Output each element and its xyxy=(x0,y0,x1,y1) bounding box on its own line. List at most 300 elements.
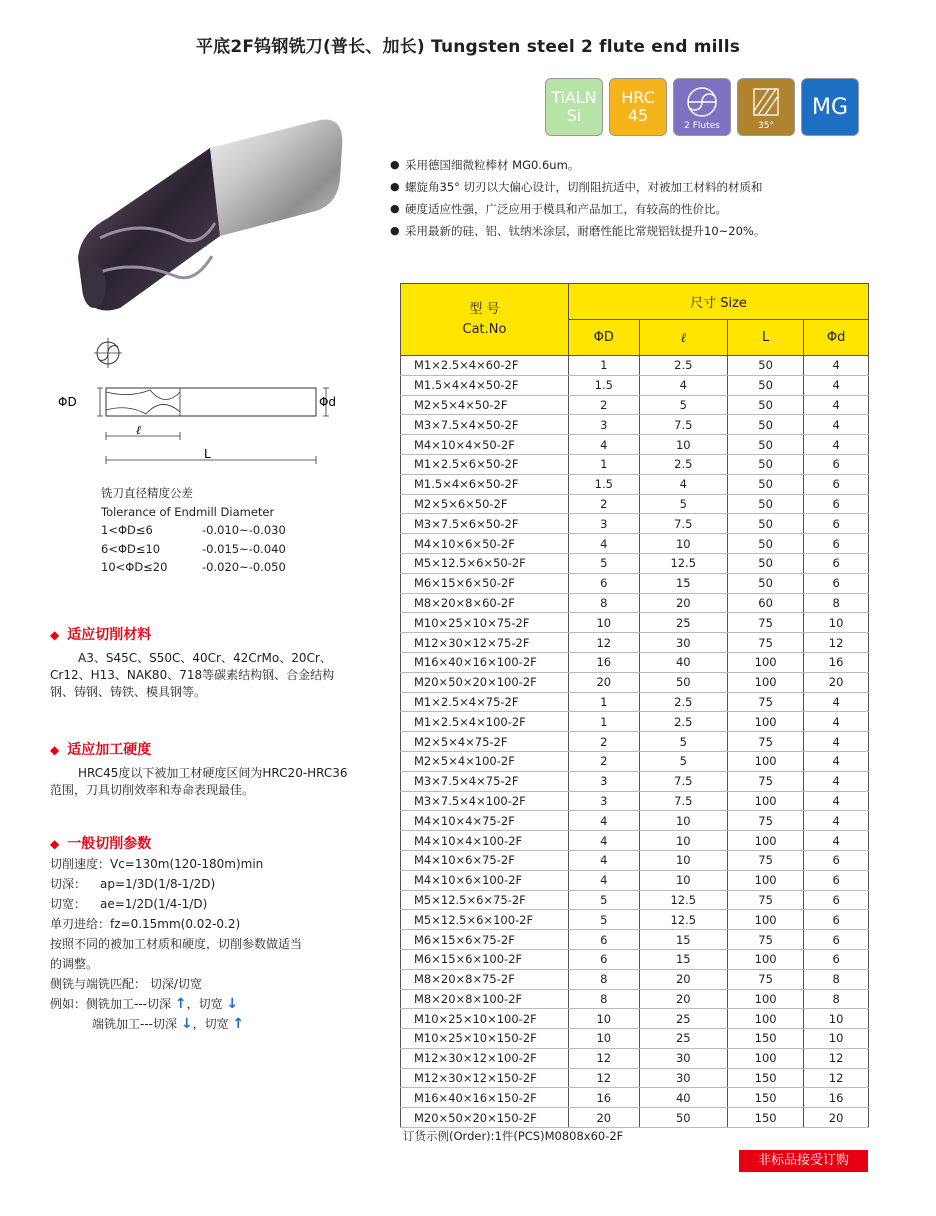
cutting-note-1: 按照不同的被加工材质和硬度，切削参数做适当 xyxy=(50,937,303,951)
cutting-speed: 切削速度：Vc=130m(120-180m)min xyxy=(50,857,264,871)
overall-length-cell: 100 xyxy=(728,949,804,969)
shank-diameter-cell: 6 xyxy=(804,850,869,870)
shank-diameter-cell: 6 xyxy=(804,870,869,890)
flute-length-cell: 10 xyxy=(639,811,727,831)
feature-item: ● 采用最新的硅、铝、钛纳米涂层，耐磨性能比常规铝钛提升10~20%。 xyxy=(390,220,850,242)
diameter-cell: 5 xyxy=(569,890,640,910)
flute-length-cell: 5 xyxy=(639,494,727,514)
flute-length-cell: 5 xyxy=(639,751,727,771)
diameter-cell: 1.5 xyxy=(569,375,640,395)
overall-length-cell: 100 xyxy=(728,989,804,1009)
overall-length-cell: 50 xyxy=(728,553,804,573)
feature-item: ● 螺旋角35° 切刃以大偏心设计，切削阻抗适中，对被加工材料的材质和 xyxy=(390,176,850,198)
feature-item: ● 采用德国细微粒棒材 MG0.6um。 xyxy=(390,154,850,176)
diameter-label: ΦD xyxy=(58,395,77,409)
model-cell: M20×50×20×100-2F xyxy=(401,672,569,692)
model-cell: M1×2.5×4×60-2F xyxy=(401,356,569,376)
model-cell: M5×12.5×6×75-2F xyxy=(401,890,569,910)
table-row xyxy=(401,395,869,415)
diameter-cell: 8 xyxy=(569,969,640,989)
overall-length-cell: 100 xyxy=(728,791,804,811)
flute-length-cell: 7.5 xyxy=(639,415,727,435)
model-cell: M12×30×12×100-2F xyxy=(401,1048,569,1068)
model-cell: M10×25×10×150-2F xyxy=(401,1029,569,1049)
shank-diameter-cell: 4 xyxy=(804,831,869,851)
coating-badge-line1: TiALN xyxy=(551,88,597,107)
table-row xyxy=(401,613,869,633)
model-cell: M16×40×16×100-2F xyxy=(401,652,569,672)
diameter-cell: 10 xyxy=(569,613,640,633)
depth-value: ap=1/3D(1/8-1/2D) xyxy=(100,877,216,891)
tolerance-row xyxy=(101,558,286,577)
diameter-cell: 20 xyxy=(569,1108,640,1128)
col-header-l: ℓ xyxy=(639,320,727,356)
diameter-cell: 4 xyxy=(569,831,640,851)
end-mill-photo xyxy=(60,118,360,328)
diameter-cell: 12 xyxy=(569,1068,640,1088)
end-mill-dimension-diagram xyxy=(40,338,340,468)
model-cell: M6×15×6×50-2F xyxy=(401,573,569,593)
hardness-heading: ◆ 适应加工硬度 xyxy=(50,739,151,759)
spec-badges xyxy=(545,78,859,136)
shank-diameter-cell: 8 xyxy=(804,969,869,989)
model-cell: M4×10×6×50-2F xyxy=(401,534,569,554)
diameter-cell: 3 xyxy=(569,514,640,534)
model-cell: M2×5×4×50-2F xyxy=(401,395,569,415)
arrow-up-icon: ↑ xyxy=(174,996,187,1012)
spec-table xyxy=(400,283,869,1128)
shank-diameter-cell: 6 xyxy=(804,534,869,554)
diameter-cell: 4 xyxy=(569,534,640,554)
hardness-badge-line2: 45 xyxy=(627,106,649,125)
model-cell: M3×7.5×6×50-2F xyxy=(401,514,569,534)
table-row xyxy=(401,652,869,672)
model-cell: M3×7.5×4×50-2F xyxy=(401,415,569,435)
model-cell: M1×2.5×4×100-2F xyxy=(401,712,569,732)
table-row xyxy=(401,712,869,732)
materials-text: A3、S45C、S50C、40Cr、42CrMo、20Cr、Cr12、H13、NAK80、718等碳素结构钢、合金结构钢、铸钢、铸铁、模具钢等。 xyxy=(50,651,335,699)
table-row xyxy=(401,870,869,890)
diameter-cell: 6 xyxy=(569,949,640,969)
overall-length-cell: 50 xyxy=(728,573,804,593)
shank-diameter-cell: 6 xyxy=(804,890,869,910)
table-row xyxy=(401,1009,869,1029)
overall-length-cell: 150 xyxy=(728,1068,804,1088)
table-row xyxy=(401,415,869,435)
diameter-cell: 2 xyxy=(569,732,640,752)
coating-badge-line2: Si xyxy=(566,106,582,125)
shank-diameter-cell: 6 xyxy=(804,910,869,930)
side-milling-example xyxy=(50,994,350,1014)
overall-length-cell: 75 xyxy=(728,969,804,989)
flute-length-cell: 5 xyxy=(639,395,727,415)
model-cell: M10×25×10×100-2F xyxy=(401,1009,569,1029)
order-example: 订货示例(Order):1件(PCS)M0808x60-2F xyxy=(403,1129,624,1143)
model-cell: M8×20×8×100-2F xyxy=(401,989,569,1009)
overall-length-cell: 100 xyxy=(728,870,804,890)
model-cell: M12×30×12×75-2F xyxy=(401,633,569,653)
end-milling-example xyxy=(50,1014,350,1034)
shank-diameter-cell: 4 xyxy=(804,732,869,752)
hardness-badge xyxy=(609,78,667,136)
overall-length-cell: 150 xyxy=(728,1108,804,1128)
flutes-badge xyxy=(673,78,731,136)
flute-length-cell: 20 xyxy=(639,969,727,989)
depth-label: 切深： xyxy=(50,877,87,891)
shank-diameter-cell: 12 xyxy=(804,633,869,653)
flute-length-cell: 15 xyxy=(639,930,727,950)
overall-length-cell: 100 xyxy=(728,1009,804,1029)
tolerance-value: -0.010~-0.030 xyxy=(202,523,286,537)
shank-diameter-cell: 10 xyxy=(804,613,869,633)
flute-length-cell: 7.5 xyxy=(639,514,727,534)
model-cell: M4×10×4×50-2F xyxy=(401,435,569,455)
overall-length-cell: 75 xyxy=(728,771,804,791)
custom-order-badge: 非标品接受订购 xyxy=(739,1150,868,1172)
tolerance-title-en: Tolerance of Endmill Diameter xyxy=(101,504,275,519)
col-header-d: Φd xyxy=(804,320,869,356)
model-cell: M20×50×20×150-2F xyxy=(401,1108,569,1128)
diameter-cell: 10 xyxy=(569,1009,640,1029)
flutes-badge-label: 2 Flutes xyxy=(684,121,720,131)
overall-length-cell: 50 xyxy=(728,395,804,415)
overall-length-cell: 100 xyxy=(728,1048,804,1068)
table-row xyxy=(401,514,869,534)
shank-diameter-cell: 12 xyxy=(804,1048,869,1068)
col-header-L: L xyxy=(728,320,804,356)
diameter-cell: 16 xyxy=(569,1088,640,1108)
diameter-cell: 5 xyxy=(569,910,640,930)
overall-length-cell: 50 xyxy=(728,454,804,474)
model-cell: M2×5×6×50-2F xyxy=(401,494,569,514)
table-row xyxy=(401,1108,869,1128)
flute-length-cell: 25 xyxy=(639,1009,727,1029)
table-row xyxy=(401,494,869,514)
table-row xyxy=(401,534,869,554)
diameter-cell: 16 xyxy=(569,652,640,672)
flute-cross-section-icon xyxy=(685,85,719,119)
table-row xyxy=(401,435,869,455)
diameter-cell: 1.5 xyxy=(569,474,640,494)
shank-diameter-cell: 4 xyxy=(804,811,869,831)
spec-table-body xyxy=(401,356,869,1128)
table-row xyxy=(401,1068,869,1088)
diameter-cell: 5 xyxy=(569,553,640,573)
shank-diameter-cell: 6 xyxy=(804,454,869,474)
flute-length-cell: 12.5 xyxy=(639,910,727,930)
page-title: 平底2F钨钢铣刀(普长、加长) Tungsten steel 2 flute end mills xyxy=(195,37,741,57)
table-row xyxy=(401,949,869,969)
table-row xyxy=(401,890,869,910)
helix-badge-label: 35° xyxy=(758,121,774,131)
model-cell: M1.5×4×6×50-2F xyxy=(401,474,569,494)
overall-length-cell: 50 xyxy=(728,435,804,455)
flute-length-cell: 7.5 xyxy=(639,791,727,811)
cutting-params xyxy=(50,854,350,1034)
overall-length-cell: 100 xyxy=(728,831,804,851)
shank-diameter-cell: 6 xyxy=(804,474,869,494)
overall-length-cell: 75 xyxy=(728,633,804,653)
diameter-cell: 3 xyxy=(569,791,640,811)
tolerance-range: 1<ΦD≤6 xyxy=(101,523,153,537)
cutting-depth xyxy=(50,874,350,894)
flute-length-cell: 12.5 xyxy=(639,553,727,573)
tolerance-row xyxy=(101,521,286,540)
flute-length-cell: 4 xyxy=(639,474,727,494)
diameter-cell: 1 xyxy=(569,692,640,712)
shank-diameter-cell: 6 xyxy=(804,553,869,573)
diameter-cell: 20 xyxy=(569,672,640,692)
model-cell: M1×2.5×4×75-2F xyxy=(401,692,569,712)
width-value: ae=1/2D(1/4-1/D) xyxy=(100,897,208,911)
overall-length-cell: 50 xyxy=(728,534,804,554)
shank-diameter-cell: 4 xyxy=(804,771,869,791)
feature-list xyxy=(390,154,850,242)
width-label: 切宽： xyxy=(50,897,87,911)
materials-heading: ◆ 适应切削材料 xyxy=(50,624,151,644)
diameter-cell: 2 xyxy=(569,395,640,415)
overall-length-cell: 75 xyxy=(728,811,804,831)
diameter-cell: 2 xyxy=(569,751,640,771)
flute-length-cell: 25 xyxy=(639,613,727,633)
model-cell: M4×10×6×75-2F xyxy=(401,850,569,870)
shank-diameter-cell: 16 xyxy=(804,652,869,672)
shank-diameter-cell: 4 xyxy=(804,415,869,435)
model-header xyxy=(401,284,569,356)
side-example-prefix: 例如：侧铣加工---切深 xyxy=(50,997,171,1011)
overall-length-cell: 100 xyxy=(728,672,804,692)
table-row xyxy=(401,989,869,1009)
table-row xyxy=(401,633,869,653)
shank-diameter-cell: 10 xyxy=(804,1029,869,1049)
flute-length-cell: 20 xyxy=(639,989,727,1009)
flute-length-cell: 40 xyxy=(639,652,727,672)
overall-length-cell: 50 xyxy=(728,474,804,494)
diameter-cell: 8 xyxy=(569,593,640,613)
overall-length-cell: 50 xyxy=(728,494,804,514)
flute-length-cell: 10 xyxy=(639,831,727,851)
arrow-down-icon: ↓ xyxy=(226,996,239,1012)
flute-length-cell: 2.5 xyxy=(639,356,727,376)
shank-diameter-cell: 20 xyxy=(804,672,869,692)
model-cell: M3×7.5×4×100-2F xyxy=(401,791,569,811)
table-row xyxy=(401,1088,869,1108)
diameter-cell: 6 xyxy=(569,573,640,593)
overall-length-cell: 75 xyxy=(728,732,804,752)
flute-length-cell: 10 xyxy=(639,534,727,554)
model-cell: M5×12.5×6×50-2F xyxy=(401,553,569,573)
end-example-mid: ，切宽 xyxy=(192,1017,229,1031)
shank-diameter-cell: 4 xyxy=(804,791,869,811)
model-cell: M5×12.5×6×100-2F xyxy=(401,910,569,930)
overall-length-cell: 50 xyxy=(728,415,804,435)
flute-length-cell: 30 xyxy=(639,633,727,653)
model-cell: M4×10×6×100-2F xyxy=(401,870,569,890)
flute-length-cell: 10 xyxy=(639,870,727,890)
overall-length-cell: 150 xyxy=(728,1029,804,1049)
diameter-cell: 1 xyxy=(569,454,640,474)
diameter-cell: 3 xyxy=(569,771,640,791)
flute-length-cell: 25 xyxy=(639,1029,727,1049)
helix-badge xyxy=(737,78,795,136)
col-header-D: ΦD xyxy=(569,320,640,356)
diameter-cell: 3 xyxy=(569,415,640,435)
diameter-cell: 4 xyxy=(569,850,640,870)
flute-length-cell: 15 xyxy=(639,949,727,969)
diameter-cell: 2 xyxy=(569,494,640,514)
side-example-mid: ，切宽 xyxy=(186,997,223,1011)
model-cell: M6×15×6×100-2F xyxy=(401,949,569,969)
shank-diameter-label: Φd xyxy=(318,395,336,409)
shank-diameter-cell: 6 xyxy=(804,930,869,950)
hardness-badge-line1: HRC xyxy=(621,88,655,107)
flute-length-cell: 10 xyxy=(639,850,727,870)
hardness-text: HRC45度以下被加工材硬度区间为HRC20-HRC36范围，刀具切削效率和寿命表现最佳。 xyxy=(50,766,348,797)
diameter-cell: 6 xyxy=(569,930,640,950)
cutting-match: 侧铣与端铣匹配： 切深/切宽 xyxy=(50,977,202,991)
overall-length-cell: 50 xyxy=(728,375,804,395)
shank-diameter-cell: 4 xyxy=(804,751,869,771)
end-example-prefix: 端铣加工---切深 xyxy=(92,1017,177,1031)
overall-length-cell: 75 xyxy=(728,930,804,950)
shank-diameter-cell: 16 xyxy=(804,1088,869,1108)
model-cell: M12×30×12×150-2F xyxy=(401,1068,569,1088)
shank-diameter-cell: 4 xyxy=(804,712,869,732)
diameter-cell: 1 xyxy=(569,356,640,376)
shank-diameter-cell: 4 xyxy=(804,395,869,415)
model-cell: M10×25×10×75-2F xyxy=(401,613,569,633)
table-row xyxy=(401,573,869,593)
cutting-width xyxy=(50,894,350,914)
model-cell: M1×2.5×6×50-2F xyxy=(401,454,569,474)
flute-length-cell: 2.5 xyxy=(639,692,727,712)
overall-length-cell: 75 xyxy=(728,850,804,870)
overall-length-cell: 100 xyxy=(728,910,804,930)
table-row xyxy=(401,356,869,376)
material-badge: MG xyxy=(801,78,859,136)
table-row xyxy=(401,831,869,851)
model-cell: M6×15×6×75-2F xyxy=(401,930,569,950)
overall-length-cell: 60 xyxy=(728,593,804,613)
overall-length-cell: 75 xyxy=(728,692,804,712)
table-row xyxy=(401,593,869,613)
table-row xyxy=(401,751,869,771)
model-header-en: Cat.No xyxy=(462,321,507,337)
table-row xyxy=(401,811,869,831)
shank-diameter-cell: 4 xyxy=(804,435,869,455)
table-row xyxy=(401,791,869,811)
overall-length-cell: 75 xyxy=(728,613,804,633)
arrow-down-icon: ↓ xyxy=(180,1016,193,1032)
tolerance-title-cn: 铣刀直径精度公差 xyxy=(101,486,193,500)
flute-length-cell: 7.5 xyxy=(639,771,727,791)
diameter-cell: 12 xyxy=(569,633,640,653)
diameter-cell: 12 xyxy=(569,1048,640,1068)
diameter-cell: 4 xyxy=(569,870,640,890)
shank-diameter-cell: 4 xyxy=(804,356,869,376)
flute-length-cell: 4 xyxy=(639,375,727,395)
table-row xyxy=(401,692,869,712)
table-row xyxy=(401,1029,869,1049)
helix-angle-icon xyxy=(749,85,783,119)
arrow-up-icon: ↑ xyxy=(232,1016,245,1032)
model-header-cn: 型 号 xyxy=(469,301,500,317)
model-cell: M2×5×4×100-2F xyxy=(401,751,569,771)
diameter-cell: 4 xyxy=(569,435,640,455)
table-row xyxy=(401,732,869,752)
tolerance-value: -0.015~-0.040 xyxy=(202,541,286,556)
coating-badge xyxy=(545,78,603,136)
table-row xyxy=(401,969,869,989)
flute-length-cell: 2.5 xyxy=(639,454,727,474)
diameter-cell: 1 xyxy=(569,712,640,732)
shank-diameter-cell: 8 xyxy=(804,989,869,1009)
table-row xyxy=(401,771,869,791)
overall-length-cell: 100 xyxy=(728,712,804,732)
model-cell: M4×10×4×100-2F xyxy=(401,831,569,851)
flute-length-label: ℓ xyxy=(136,423,141,437)
model-cell: M8×20×8×75-2F xyxy=(401,969,569,989)
flute-length-cell: 50 xyxy=(639,1108,727,1128)
diameter-cell: 10 xyxy=(569,1029,640,1049)
overall-length-cell: 100 xyxy=(728,751,804,771)
flute-length-cell: 12.5 xyxy=(639,890,727,910)
model-cell: M2×5×4×75-2F xyxy=(401,732,569,752)
shank-diameter-cell: 6 xyxy=(804,494,869,514)
model-cell: M16×40×16×150-2F xyxy=(401,1088,569,1108)
cutting-heading: ◆ 一般切削参数 xyxy=(50,833,151,853)
tolerance-row xyxy=(101,540,286,559)
cutting-note-2: 的调整。 xyxy=(50,957,99,971)
shank-diameter-cell: 6 xyxy=(804,949,869,969)
flute-length-cell: 30 xyxy=(639,1068,727,1088)
overall-length-cell: 100 xyxy=(728,652,804,672)
flute-length-cell: 30 xyxy=(639,1048,727,1068)
shank-diameter-cell: 6 xyxy=(804,514,869,534)
table-row xyxy=(401,672,869,692)
shank-diameter-cell: 10 xyxy=(804,1009,869,1029)
table-row xyxy=(401,910,869,930)
diameter-cell: 4 xyxy=(569,811,640,831)
flute-length-cell: 5 xyxy=(639,732,727,752)
size-header: 尺寸 Size xyxy=(569,284,869,320)
tolerance-value: -0.020~-0.050 xyxy=(202,560,286,574)
shank-diameter-cell: 4 xyxy=(804,375,869,395)
flute-length-cell: 50 xyxy=(639,672,727,692)
feature-item-continued: ● 硬度适应性强，广泛应用于模具和产品加工，有较高的性价比。 xyxy=(390,198,850,220)
flute-length-cell: 10 xyxy=(639,435,727,455)
shank-diameter-cell: 20 xyxy=(804,1108,869,1128)
table-row xyxy=(401,474,869,494)
spec-table-wrapper xyxy=(400,283,869,1128)
model-cell: M8×20×8×60-2F xyxy=(401,593,569,613)
tolerance-range: 6<ΦD≤10 xyxy=(101,541,161,556)
flute-length-cell: 15 xyxy=(639,573,727,593)
shank-diameter-cell: 12 xyxy=(804,1068,869,1088)
model-cell: M3×7.5×4×75-2F xyxy=(401,771,569,791)
table-row xyxy=(401,553,869,573)
flute-length-cell: 40 xyxy=(639,1088,727,1108)
overall-length-cell: 50 xyxy=(728,514,804,534)
overall-length-label: L xyxy=(204,447,211,461)
overall-length-cell: 75 xyxy=(728,890,804,910)
overall-length-cell: 150 xyxy=(728,1088,804,1108)
table-row xyxy=(401,930,869,950)
diameter-cell: 8 xyxy=(569,989,640,1009)
table-row xyxy=(401,454,869,474)
table-row xyxy=(401,375,869,395)
shank-diameter-cell: 8 xyxy=(804,593,869,613)
